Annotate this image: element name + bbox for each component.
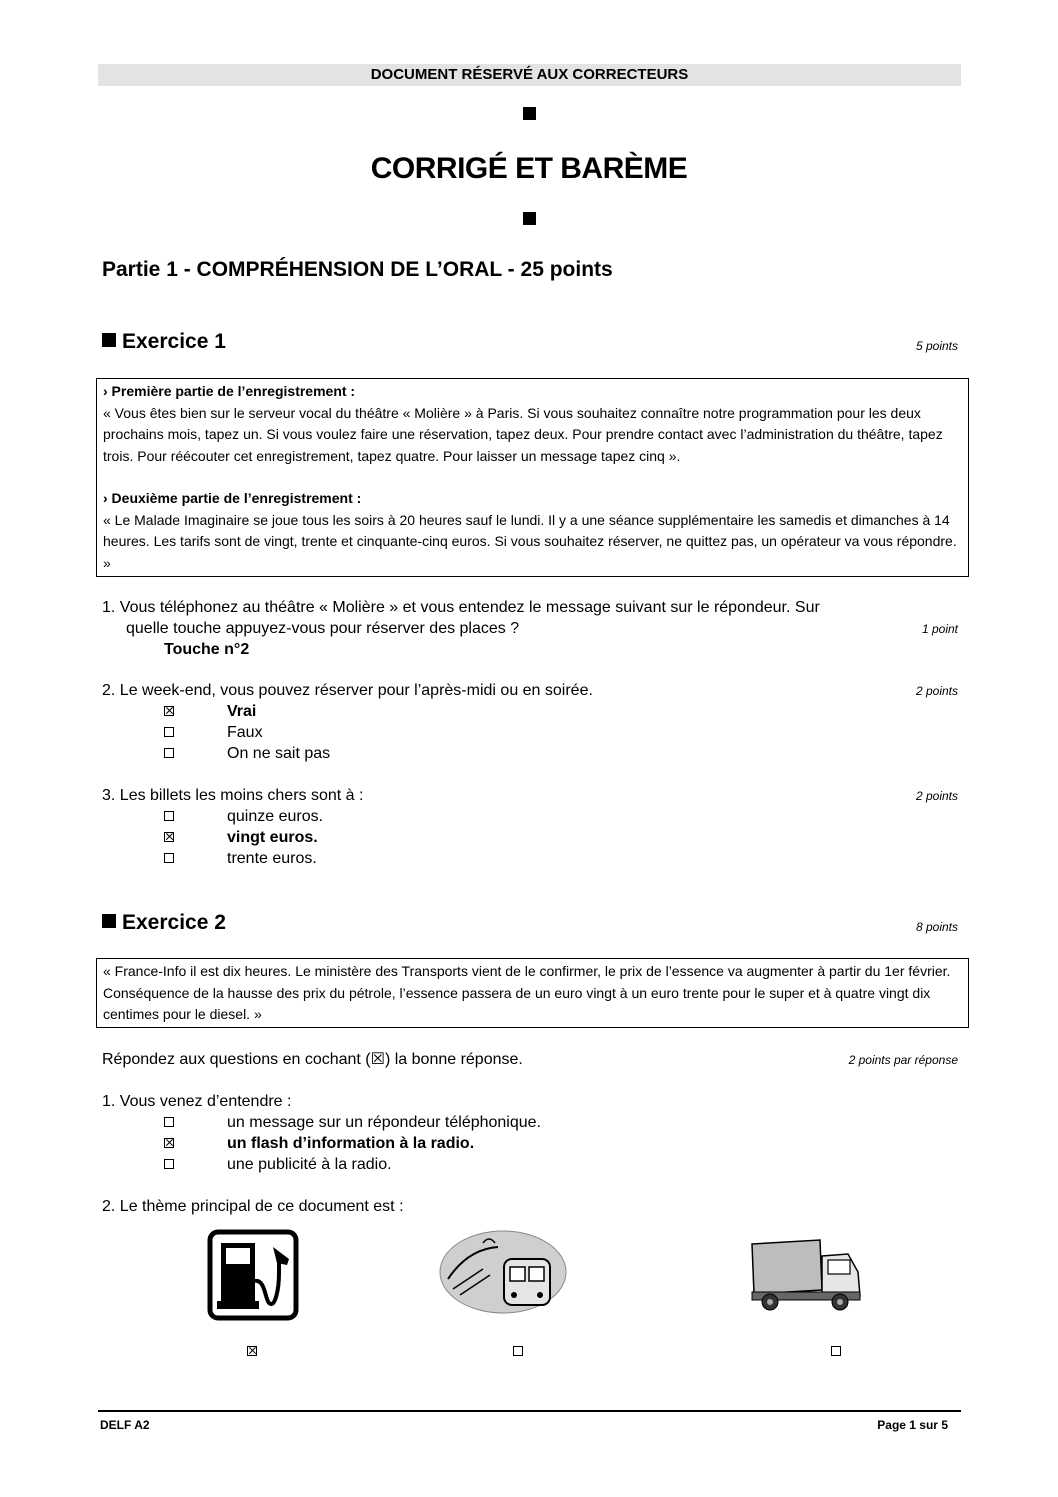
ex1-q2-text: 2. Le week-end, vous pouvez réserver pour l’après-midi ou en soirée. [102, 682, 593, 699]
ex2-q2-text: 2. Le thème principal de ce document est : [102, 1198, 404, 1215]
bullet-square-icon [102, 914, 116, 928]
checked-checkbox-icon[interactable] [164, 706, 174, 716]
truck-icon [750, 1238, 862, 1314]
checked-checkbox-icon[interactable] [164, 832, 174, 842]
ex1-q1-points: 1 point [921, 622, 958, 636]
exercise-2-title [102, 911, 226, 935]
checked-checkbox-icon[interactable] [164, 1138, 174, 1148]
option-label: quinze euros. [227, 808, 324, 825]
transcript-text: « France-Info il est dix heures. Le ministère des Transports vient de le confirmer, le prix de l’essence va augmenter à partir du 1er février. Conséquence de la hausse des prix du pétrole, l’essence passera de un euro vingt à un euro trente pour le super et à quatre vingt dix centimes pour le diesel. » [103, 963, 951, 1022]
checkbox-icon[interactable] [164, 1117, 174, 1127]
page-title: CORRIGÉ ET BARÈME [370, 152, 688, 185]
exercise-1-title-text: Exercice 1 [122, 330, 226, 353]
exercise-2-title-text: Exercice 2 [122, 911, 226, 934]
ex1-q1-line1: 1. Vous téléphonez au théâtre « Molière » et vous entendez le message suivant sur le répondeur. Sur [102, 599, 820, 616]
section-heading: Partie 1 - COMPRÉHENSION DE L’ORAL - 25 points [102, 258, 613, 281]
picture-3-checkbox-icon[interactable] [831, 1346, 841, 1356]
ex1-q2-option-2[interactable] [164, 722, 263, 743]
bullet-square-icon [102, 333, 116, 347]
ex1-q3-points: 2 points [915, 789, 958, 803]
ex1-q2-option-1[interactable] [164, 701, 257, 722]
exercise-1-points: 5 points [915, 339, 958, 353]
ex2-instruction-points: 2 points par réponse [848, 1053, 958, 1067]
ex1-q1-line2: quelle touche appuyez-vous pour réserver des places ? [126, 620, 520, 637]
picture-2-checkbox-icon[interactable] [513, 1346, 523, 1356]
ex1-q3-option-1[interactable] [164, 806, 324, 827]
transcript-part1-text: « Vous êtes bien sur le serveur vocal du théâtre « Molière » à Paris. Si vous souhaitez connaître notre programmation pour les deux prochains mois, tapez un. Si vous voulez faire une réservation, tapez deux. Pour prendre contact avec l’administration du théâtre, tapez trois. Pour réécouter cet enregistrement, tapez quatre. Pour laisser un message tapez cinq ». [103, 404, 943, 464]
footer-page-number: Page 1 sur 5 [877, 1418, 948, 1432]
ex1-q3-option-3[interactable] [164, 848, 317, 869]
ex1-q2-points: 2 points [915, 684, 958, 698]
option-label: un flash d’information à la radio. [227, 1135, 475, 1152]
footer-left: DELF A2 [100, 1418, 150, 1432]
option-label: Vrai [227, 703, 257, 720]
separator-square-bottom [523, 212, 536, 225]
ex1-q3-text: 3. Les billets les moins chers sont à : [102, 787, 364, 804]
ex2-q1-text: 1. Vous venez d’entendre : [102, 1093, 292, 1110]
reserved-header: DOCUMENT RÉSERVÉ AUX CORRECTEURS [98, 64, 961, 86]
ex2-q1-option-1[interactable] [164, 1112, 541, 1133]
exercise-2-transcript [96, 958, 969, 1028]
ex1-q3-option-2[interactable] [164, 827, 318, 848]
train-icon [438, 1229, 568, 1315]
ex2-q1-option-3[interactable] [164, 1154, 392, 1175]
separator-square-top [523, 107, 536, 120]
option-label: On ne sait pas [227, 745, 331, 762]
checkbox-icon[interactable] [164, 1159, 174, 1169]
ex1-q2-option-3[interactable] [164, 743, 331, 764]
option-label: une publicité à la radio. [227, 1156, 392, 1173]
fuel-pump-icon [207, 1229, 299, 1321]
transcript-part1-label: › Première partie de l’enregistrement : [103, 383, 356, 399]
footer-divider [98, 1410, 961, 1412]
checkbox-icon[interactable] [164, 727, 174, 737]
picture-1-checked-checkbox-icon[interactable] [247, 1346, 257, 1356]
ex2-q1-option-2[interactable] [164, 1133, 475, 1154]
checkbox-icon[interactable] [164, 748, 174, 758]
transcript-part2-label: › Deuxième partie de l’enregistrement : [103, 490, 362, 506]
exercise-1-transcript [96, 378, 969, 577]
checkbox-icon[interactable] [164, 853, 174, 863]
option-label: trente euros. [227, 850, 317, 867]
ex2-instruction: Répondez aux questions en cochant (☒) la bonne réponse. [102, 1051, 523, 1068]
exercise-2-points: 8 points [915, 920, 958, 934]
option-label: un message sur un répondeur téléphonique. [227, 1114, 541, 1131]
ex1-q1-answer: Touche n°2 [164, 641, 250, 658]
exercise-1-title [102, 330, 226, 354]
transcript-part2-text: « Le Malade Imaginaire se joue tous les soirs à 20 heures sauf le lundi. Il y a une séance supplémentaire les samedis et dimanches à 14 heures. Les tarifs sont de vingt, trente et cinquante-cinq euros. Si vous souhaitez réserver, ne quittez pas, un opérateur va vous répondre. » [103, 511, 957, 571]
checkbox-icon[interactable] [164, 811, 174, 821]
option-label: Faux [227, 724, 263, 741]
option-label: vingt euros. [227, 829, 318, 846]
